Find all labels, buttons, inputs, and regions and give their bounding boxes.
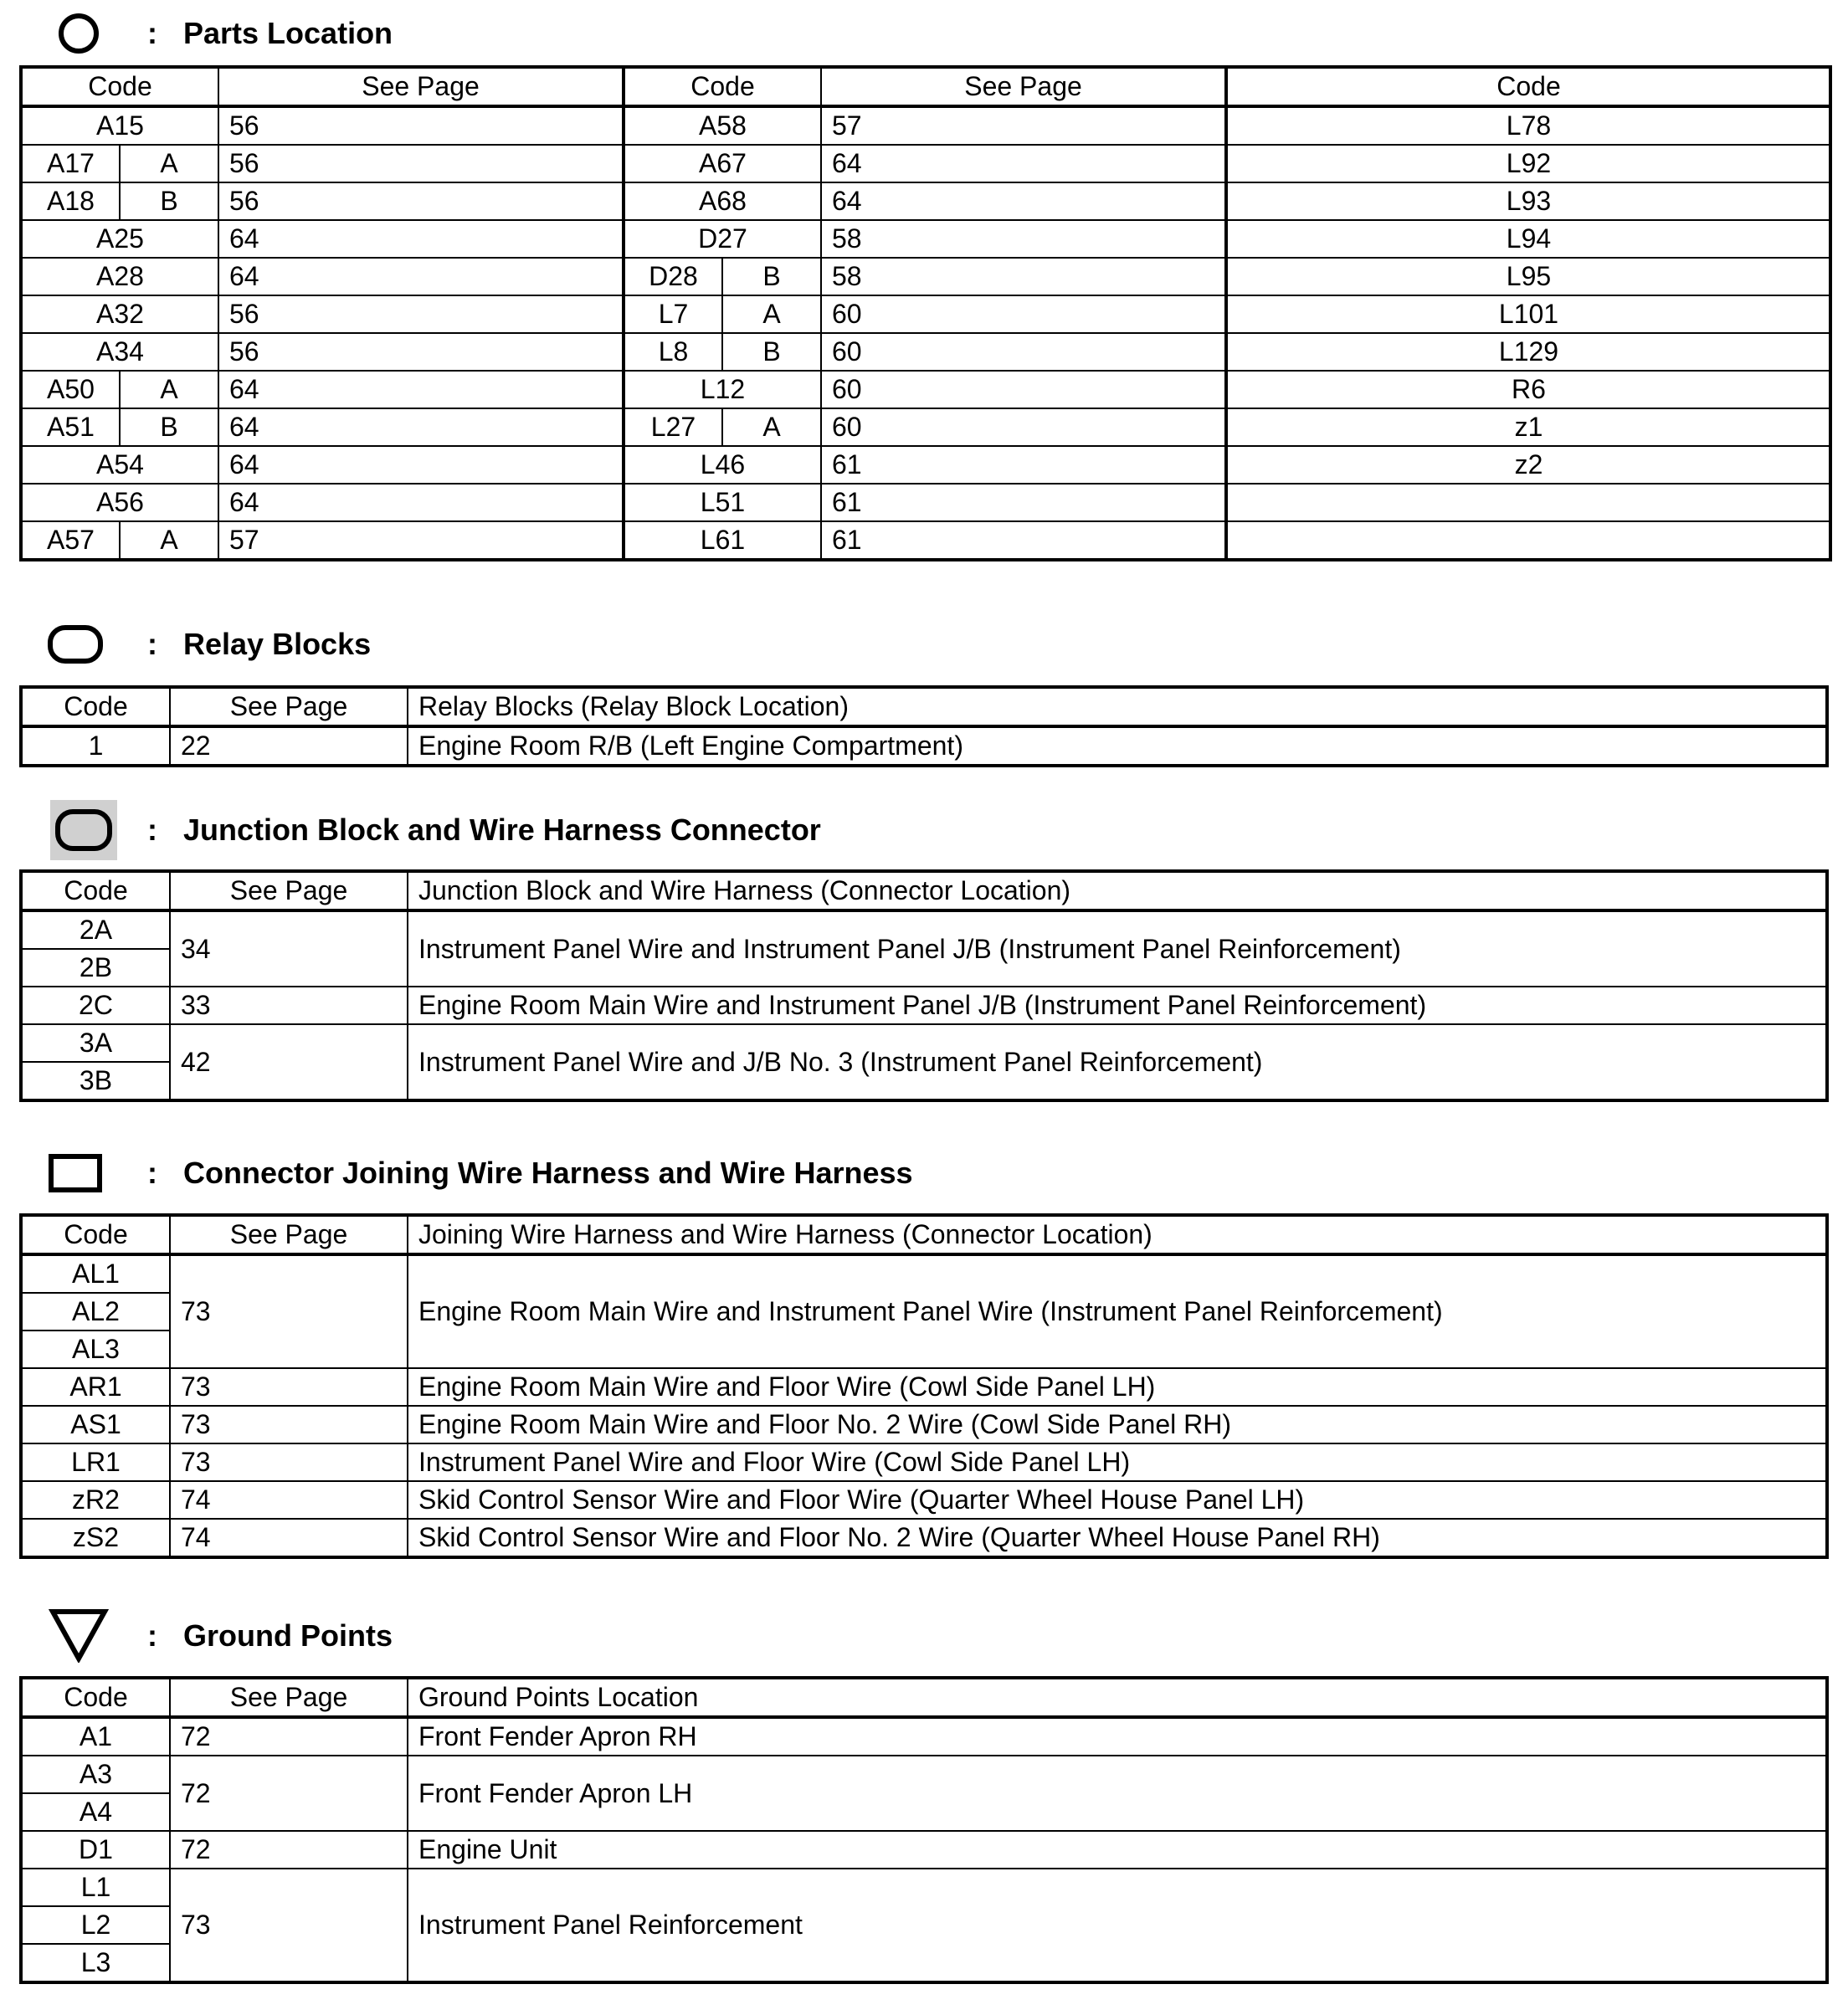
table-row (21, 987, 1827, 1024)
table-header-row (21, 1678, 1827, 1717)
part-code (1226, 521, 1830, 560)
row-code: LR1 (21, 1443, 170, 1481)
header-code: Code (1226, 67, 1830, 106)
table-row (21, 182, 1830, 220)
part-page: 57 (821, 106, 1226, 145)
table-row (21, 220, 1830, 258)
row-code: A4 (21, 1793, 170, 1831)
row-page: 73 (170, 1406, 408, 1443)
row-page: 42 (170, 1024, 408, 1100)
part-code: L27 (624, 408, 722, 446)
row-description: Engine Room R/B (Left Engine Compartment) (408, 726, 1827, 766)
connector-joining-heading (0, 1140, 1848, 1207)
table-row (21, 371, 1830, 408)
part-code: L129 (1226, 333, 1830, 371)
row-page: 73 (170, 1869, 408, 1982)
table-row (21, 258, 1830, 295)
part-page: 61 (821, 446, 1226, 484)
part-page: 60 (821, 408, 1226, 446)
row-code: A1 (21, 1717, 170, 1756)
row-code: AL2 (21, 1293, 170, 1331)
row-description: Instrument Panel Reinforcement (408, 1869, 1827, 1982)
table-row (21, 145, 1830, 182)
row-description: Engine Unit (408, 1831, 1827, 1869)
row-code: A3 (21, 1756, 170, 1793)
part-variant: B (120, 408, 218, 446)
part-code: L101 (1226, 295, 1830, 333)
parts-location-title: Parts Location (183, 16, 393, 50)
part-code: D27 (624, 220, 821, 258)
table-row (21, 1756, 1827, 1793)
header-description: Junction Block and Wire Harness (Connector Location) (408, 871, 1827, 910)
row-code: zS2 (21, 1519, 170, 1557)
part-variant: B (120, 182, 218, 220)
row-description: Front Fender Apron RH (408, 1717, 1827, 1756)
relay-blocks-table (19, 685, 1829, 767)
row-code: L3 (21, 1944, 170, 1982)
junction-block-title: Junction Block and Wire Harness Connector (183, 813, 821, 847)
part-page: 64 (821, 182, 1226, 220)
table-header-row (21, 1215, 1827, 1254)
row-code: 3B (21, 1062, 170, 1100)
part-page: 64 (821, 145, 1226, 182)
table-header-row (21, 687, 1827, 726)
part-code: L95 (1226, 258, 1830, 295)
part-page: 56 (218, 333, 624, 371)
shaded-rounded-rectangle-icon (50, 800, 117, 860)
header-see-page: See Page (170, 1215, 408, 1254)
row-page: 34 (170, 910, 408, 987)
table-row (21, 1519, 1827, 1557)
table-row (21, 484, 1830, 521)
row-code: 2B (21, 949, 170, 987)
table-row (21, 726, 1827, 766)
header-see-page: See Page (170, 1678, 408, 1717)
table-row (21, 1717, 1827, 1756)
part-code: L93 (1226, 182, 1830, 220)
row-code: L1 (21, 1869, 170, 1906)
part-code: L51 (624, 484, 821, 521)
table-row (21, 521, 1830, 560)
row-description: Instrument Panel Wire and Floor Wire (Cowl Side Panel LH) (408, 1443, 1827, 1481)
part-variant: A (722, 295, 821, 333)
part-page: 56 (218, 106, 624, 145)
header-code: Code (21, 687, 170, 726)
part-page: 64 (218, 220, 624, 258)
part-page: 56 (218, 145, 624, 182)
part-code: A50 (21, 371, 120, 408)
junction-block-heading (0, 797, 1848, 864)
part-code (1226, 484, 1830, 521)
part-variant: A (722, 408, 821, 446)
part-page: 58 (821, 258, 1226, 295)
row-code: AL1 (21, 1254, 170, 1293)
header-see-page: See Page (170, 687, 408, 726)
row-page: 74 (170, 1519, 408, 1557)
part-page: 61 (821, 521, 1226, 560)
table-row (21, 1831, 1827, 1869)
part-code: A17 (21, 145, 120, 182)
ground-points-colon: : (147, 1618, 157, 1653)
header-code: Code (624, 67, 821, 106)
table-row (21, 106, 1830, 145)
part-code: A57 (21, 521, 120, 560)
part-code: L61 (624, 521, 821, 560)
parts-location-colon: : (147, 16, 157, 50)
table-row (21, 1869, 1827, 1906)
part-page: 58 (821, 220, 1226, 258)
part-page: 64 (218, 484, 624, 521)
row-code: 1 (21, 726, 170, 766)
row-description: Engine Room Main Wire and Floor No. 2 Wire (Cowl Side Panel RH) (408, 1406, 1827, 1443)
row-page: 73 (170, 1254, 408, 1368)
part-variant: A (120, 521, 218, 560)
circle-icon (57, 12, 100, 55)
part-code: L46 (624, 446, 821, 484)
part-page: 64 (218, 408, 624, 446)
header-see-page: See Page (170, 871, 408, 910)
table-header-row (21, 67, 1830, 106)
relay-blocks-heading (0, 611, 1848, 678)
table-row (21, 1254, 1827, 1293)
header-description: Relay Blocks (Relay Block Location) (408, 687, 1827, 726)
table-row (21, 1368, 1827, 1406)
table-row (21, 295, 1830, 333)
part-code: A58 (624, 106, 821, 145)
part-page: 64 (218, 371, 624, 408)
part-page: 64 (218, 258, 624, 295)
table-header-row (21, 871, 1827, 910)
part-page: 60 (821, 333, 1226, 371)
row-code: 3A (21, 1024, 170, 1062)
table-row (21, 1443, 1827, 1481)
triangle-icon (49, 1607, 109, 1663)
part-code: A15 (21, 106, 218, 145)
row-description: Engine Room Main Wire and Instrument Panel J/B (Instrument Panel Reinforcement) (408, 987, 1827, 1024)
ground-points-title: Ground Points (183, 1618, 393, 1653)
part-code: A67 (624, 145, 821, 182)
table-row (21, 446, 1830, 484)
row-description: Skid Control Sensor Wire and Floor Wire (Quarter Wheel House Panel LH) (408, 1481, 1827, 1519)
parts-location-table (19, 65, 1832, 561)
header-description: Ground Points Location (408, 1678, 1827, 1717)
part-code: A18 (21, 182, 120, 220)
row-page: 74 (170, 1481, 408, 1519)
header-code: Code (21, 1678, 170, 1717)
table-row (21, 1406, 1827, 1443)
row-page: 72 (170, 1831, 408, 1869)
row-page: 22 (170, 726, 408, 766)
part-code: A51 (21, 408, 120, 446)
row-page: 73 (170, 1368, 408, 1406)
junction-block-table (19, 869, 1829, 1102)
part-code: A56 (21, 484, 218, 521)
part-code: L7 (624, 295, 722, 333)
row-page: 72 (170, 1756, 408, 1831)
part-page: 61 (821, 484, 1226, 521)
part-code: A28 (21, 258, 218, 295)
part-variant: A (120, 145, 218, 182)
row-description: Engine Room Main Wire and Instrument Panel Wire (Instrument Panel Reinforcement) (408, 1254, 1827, 1368)
row-code: 2C (21, 987, 170, 1024)
row-code: AL3 (21, 1331, 170, 1368)
row-description: Instrument Panel Wire and Instrument Panel J/B (Instrument Panel Reinforcement) (408, 910, 1827, 987)
connector-joining-colon: : (147, 1156, 157, 1190)
part-code: A25 (21, 220, 218, 258)
row-code: AS1 (21, 1406, 170, 1443)
row-code: AR1 (21, 1368, 170, 1406)
part-code: z1 (1226, 408, 1830, 446)
connector-joining-title: Connector Joining Wire Harness and Wire Harness (183, 1156, 913, 1190)
ground-points-heading (0, 1602, 1848, 1669)
header-see-page: See Page (821, 67, 1226, 106)
table-row (21, 1024, 1827, 1062)
rounded-rectangle-icon (47, 624, 104, 664)
part-code: A54 (21, 446, 218, 484)
row-code: D1 (21, 1831, 170, 1869)
table-row (21, 1481, 1827, 1519)
part-page: 56 (218, 182, 624, 220)
square-icon (49, 1154, 102, 1192)
row-code: zR2 (21, 1481, 170, 1519)
row-description: Front Fender Apron LH (408, 1756, 1827, 1831)
header-description: Joining Wire Harness and Wire Harness (Connector Location) (408, 1215, 1827, 1254)
junction-block-colon: : (147, 813, 157, 847)
part-page: 56 (218, 295, 624, 333)
relay-blocks-title: Relay Blocks (183, 627, 372, 661)
header-code: Code (21, 67, 218, 106)
part-code: L78 (1226, 106, 1830, 145)
table-row (21, 910, 1827, 949)
part-code: L12 (624, 371, 821, 408)
part-variant: B (722, 333, 821, 371)
part-code: L94 (1226, 220, 1830, 258)
part-variant: A (120, 371, 218, 408)
row-code: 2A (21, 910, 170, 949)
header-code: Code (21, 1215, 170, 1254)
row-code: L2 (21, 1906, 170, 1944)
table-row (21, 333, 1830, 371)
relay-blocks-colon: : (147, 627, 157, 661)
part-variant: B (722, 258, 821, 295)
row-description: Engine Room Main Wire and Floor Wire (Cowl Side Panel LH) (408, 1368, 1827, 1406)
row-page: 72 (170, 1717, 408, 1756)
part-code: A32 (21, 295, 218, 333)
ground-points-table (19, 1676, 1829, 1984)
part-code: L8 (624, 333, 722, 371)
part-page: 57 (218, 521, 624, 560)
part-page: 60 (821, 371, 1226, 408)
part-code: D28 (624, 258, 722, 295)
part-code: R6 (1226, 371, 1830, 408)
header-code: Code (21, 871, 170, 910)
part-page: 64 (218, 446, 624, 484)
header-see-page: See Page (218, 67, 624, 106)
row-page: 73 (170, 1443, 408, 1481)
row-page: 33 (170, 987, 408, 1024)
row-description: Skid Control Sensor Wire and Floor No. 2 Wire (Quarter Wheel House Panel RH) (408, 1519, 1827, 1557)
connector-joining-table (19, 1213, 1829, 1559)
part-code: z2 (1226, 446, 1830, 484)
part-code: L92 (1226, 145, 1830, 182)
row-description: Instrument Panel Wire and J/B No. 3 (Instrument Panel Reinforcement) (408, 1024, 1827, 1100)
table-row (21, 408, 1830, 446)
part-code: A68 (624, 182, 821, 220)
part-page: 60 (821, 295, 1226, 333)
part-code: A34 (21, 333, 218, 371)
parts-location-heading (0, 0, 1848, 67)
